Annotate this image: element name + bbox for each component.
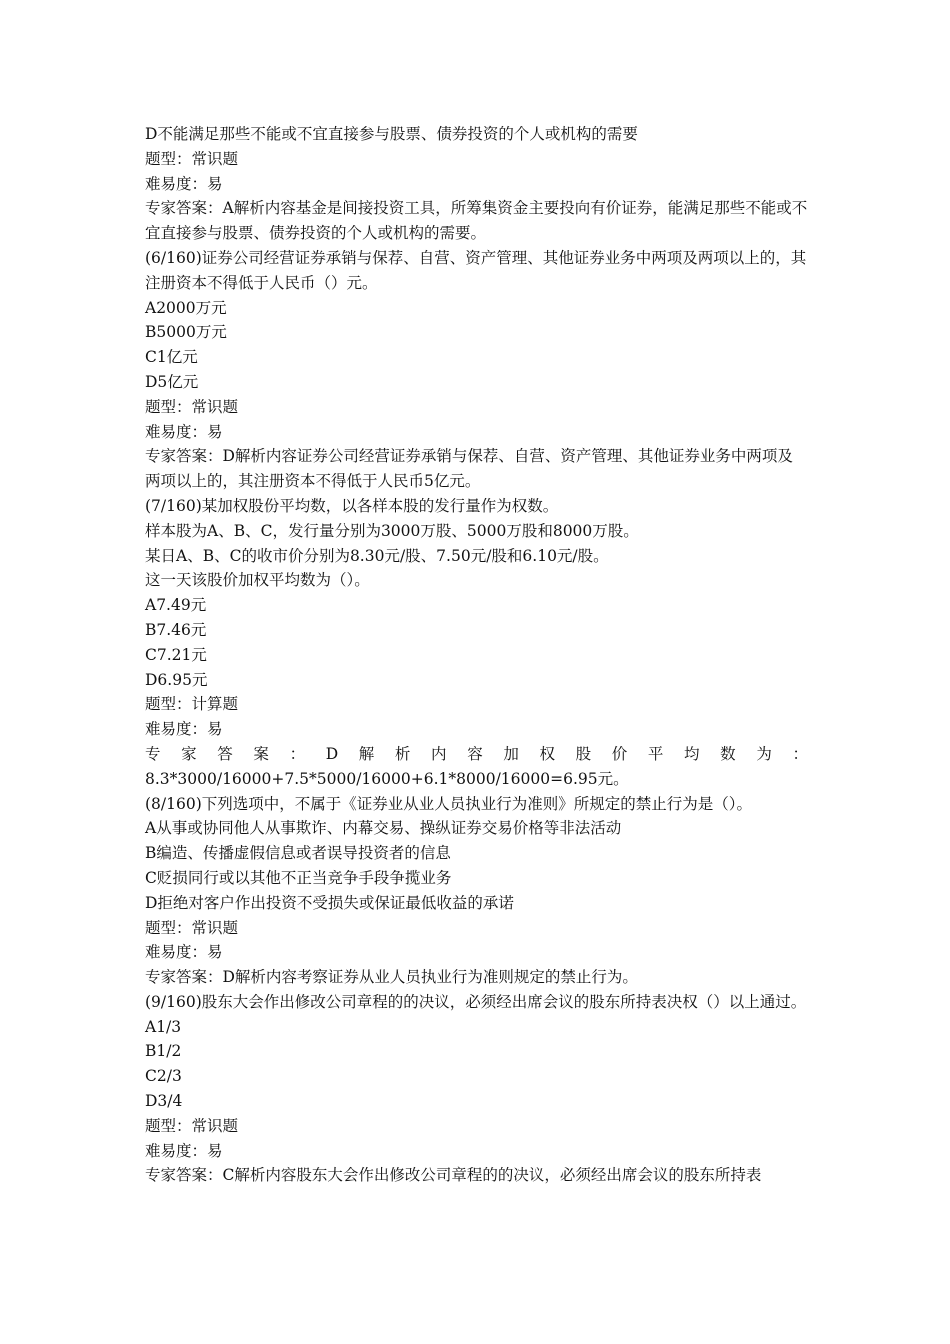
justified-glyph: 加	[503, 744, 519, 763]
justified-glyph: 解	[358, 744, 375, 763]
option-a-line: A从事或协同他人从事欺诈、内幕交易、操纵证券交易价格等非法活动	[145, 819, 622, 838]
option-c-line: C1亿元	[145, 348, 198, 367]
difficulty-line: 难易度：易	[145, 720, 223, 739]
justified-glyph: 均	[684, 744, 700, 763]
option-b-line: B5000万元	[145, 323, 227, 342]
justified-glyph: 平	[647, 744, 664, 763]
expert-answer-justified-line	[145, 742, 808, 767]
difficulty-line: 难易度：易	[145, 174, 223, 193]
question-type-line: 题型：计算题	[145, 695, 239, 714]
justified-glyph: 析	[394, 744, 411, 763]
option-b-line: B编造、传播虚假信息或者误导投资者的信息	[145, 844, 451, 863]
option-d-line: D不能满足那些不能或不宜直接参与股票、债券投资的个人或机构的需要	[145, 125, 638, 143]
question-7-text: 这一天该股价加权平均数为（）。	[145, 571, 370, 590]
justified-glyph: 数	[720, 744, 736, 763]
question-type-line: 题型：常识题	[145, 918, 239, 937]
option-b-line: B1/2	[145, 1042, 182, 1061]
justified-glyph: 股	[575, 744, 592, 763]
question-type-line: 题型：常识题	[145, 397, 239, 416]
question-7-text: 样本股为A、B、C，发行量分别为3000万股、5000万股和8000万股。	[145, 521, 639, 540]
option-a-line: A2000万元	[145, 298, 227, 317]
option-d-line: D5亿元	[145, 372, 199, 391]
question-6-text: (6/160)证券公司经营证券承销与保荐、自营、资产管理、其他证券业务中两项及两项以上的，其注册资本不得低于人民币（）元。	[145, 248, 807, 292]
justified-glyph: 价	[611, 744, 628, 763]
justified-glyph: D	[325, 744, 339, 763]
option-c-line: C贬损同行或以其他不正当竞争手段争揽业务	[145, 868, 452, 887]
question-9-text: (9/160)股东大会作出修改公司章程的的决议，必须经出席会议的股东所持表决权（）以上通过。	[145, 992, 807, 1011]
justified-glyph: 专	[145, 744, 161, 763]
question-8-text: (8/160)下列选项中，不属于《证券业从业人员执业行为准则》所规定的禁止行为是（）。	[145, 794, 753, 813]
question-7-text: 某日A、B、C的收市价分别为8.30元/股、7.50元/股和6.10元/股。	[145, 546, 609, 565]
option-d-line: D6.95元	[145, 670, 208, 689]
option-a-line: A1/3	[145, 1017, 182, 1036]
option-c-line: C7.21元	[145, 645, 207, 664]
option-b-line: B7.46元	[145, 620, 207, 639]
question-7-text: (7/160)某加权股份平均数，以各样本股的发行量作为权数。	[145, 496, 559, 515]
option-c-line: C2/3	[145, 1067, 182, 1086]
expert-answer-paragraph: 专家答案：A解析内容基金是间接投资工具，所筹集资金主要投向有价证券，能满足那些不能或不宜直接参与股票、债券投资的个人或机构的需要。	[145, 199, 808, 243]
option-a-line: A7.49元	[145, 596, 207, 615]
question-type-line: 题型：常识题	[145, 1116, 239, 1135]
justified-glyph: 内	[431, 744, 447, 763]
justified-glyph: 案	[253, 744, 269, 763]
difficulty-line: 难易度：易	[145, 943, 223, 962]
document-body	[145, 122, 808, 1188]
option-d-line: D拒绝对客户作出投资不受损失或保证最低收益的承诺	[145, 893, 514, 912]
justified-glyph: 家	[181, 744, 197, 763]
expert-answer-line: 专家答案：D解析内容考察证券从业人员执业行为准则规定的禁止行为。	[145, 968, 638, 987]
difficulty-line: 难易度：易	[145, 1141, 223, 1160]
justified-glyph: 容	[467, 744, 483, 763]
question-type-line: 题型：常识题	[145, 149, 239, 168]
formula-line: 8.3*3000/16000+7.5*5000/16000+6.1*8000/16000=6.95元。	[145, 769, 629, 788]
justified-glyph: 答	[217, 744, 233, 763]
expert-answer-line: 专家答案：C解析内容股东大会作出修改公司章程的的决议，必须经出席会议的股东所持表	[145, 1166, 762, 1185]
difficulty-line: 难易度：易	[145, 422, 223, 441]
justified-glyph: ：	[289, 744, 306, 763]
option-d-line: D3/4	[145, 1092, 183, 1111]
justified-glyph: 为	[756, 744, 772, 763]
expert-answer-paragraph: 专家答案：D解析内容证券公司经营证券承销与保荐、自营、资产管理、其他证券业务中两项及两项以上的，其注册资本不得低于人民币5亿元。	[145, 447, 793, 491]
justified-glyph: ：	[792, 744, 808, 763]
justified-glyph: 权	[539, 744, 555, 763]
